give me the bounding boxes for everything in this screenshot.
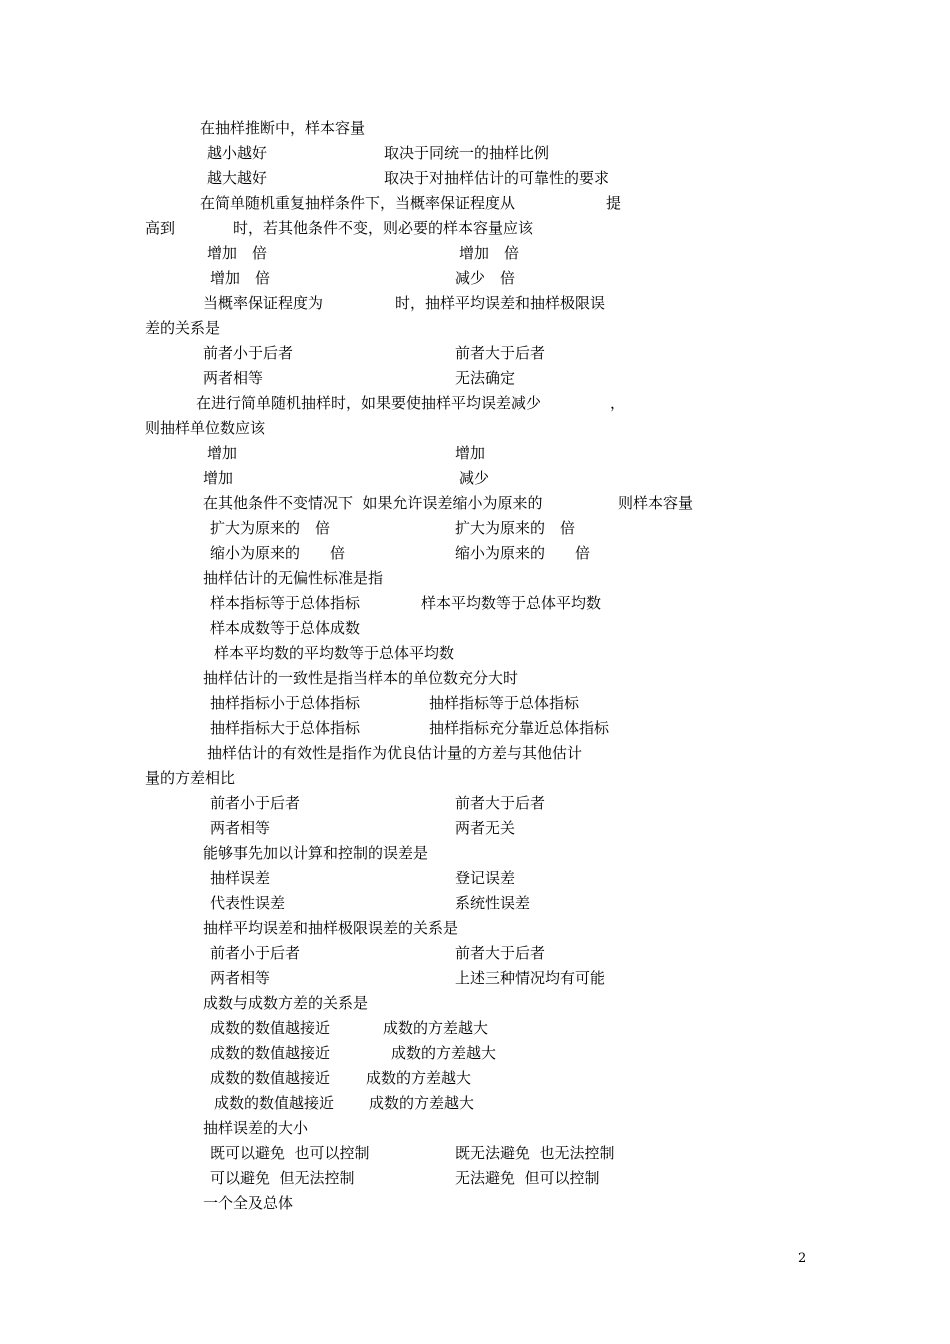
option-text: 扩大为原来的 倍 [210, 519, 331, 537]
question-text: 成数与成数方差的关系是 [203, 994, 369, 1012]
question-text: 抽样平均误差和抽样极限误差的关系是 [203, 919, 459, 937]
option-text: 增加 倍 [207, 244, 268, 262]
question-text: 在简单随机重复抽样条件下，当概率保证程度从 [200, 194, 516, 212]
option-text: 成数的方差越大 [383, 1019, 489, 1037]
option-text: 抽样指标充分靠近总体指标 [429, 719, 610, 737]
question-text: ， [610, 394, 626, 412]
question-text: 差的关系是 [145, 319, 221, 337]
option-text: 成数的数值越接近 [214, 1094, 335, 1112]
option-text: 前者大于后者 [455, 344, 546, 362]
question-text: 提 [606, 194, 622, 212]
question-text: 则样本容量 [618, 494, 694, 512]
option-text: 前者小于后者 [210, 944, 301, 962]
question-text: 抽样估计的有效性是指作为优良估计量的方差与其他估计 [207, 744, 583, 762]
option-text: 成数的方差越大 [391, 1044, 497, 1062]
option-text: 样本指标等于总体指标 [210, 594, 361, 612]
option-text: 成数的数值越接近 [210, 1019, 331, 1037]
option-text: 代表性误差 [210, 894, 286, 912]
option-text: 既可以避免 也可以控制 [210, 1144, 370, 1162]
option-text: 成数的数值越接近 [210, 1044, 331, 1062]
option-text: 无法确定 [455, 369, 516, 387]
question-text: 能够事先加以计算和控制的误差是 [203, 844, 429, 862]
option-text: 缩小为原来的 倍 [455, 544, 591, 562]
option-text: 两者相等 [210, 969, 271, 987]
option-text: 前者小于后者 [203, 344, 294, 362]
option-text: 前者大于后者 [455, 794, 546, 812]
option-text: 减少 [459, 469, 490, 487]
option-text: 登记误差 [455, 869, 516, 887]
option-text: 增加 倍 [459, 244, 520, 262]
option-text: 样本平均数等于总体平均数 [421, 594, 602, 612]
option-text: 样本平均数的平均数等于总体平均数 [214, 644, 455, 662]
question-text: 在其他条件不变情况下 如果允许误差缩小为原来的 [203, 494, 543, 512]
option-text: 样本成数等于总体成数 [210, 619, 361, 637]
question-text: 量的方差相比 [145, 769, 236, 787]
page-number: 2 [798, 1251, 807, 1266]
option-text: 取决于同统一的抽样比例 [384, 144, 550, 162]
option-text: 越大越好 [207, 169, 268, 187]
option-text: 抽样指标小于总体指标 [210, 694, 361, 712]
option-text: 扩大为原来的 倍 [455, 519, 576, 537]
question-text: 则抽样单位数应该 [145, 419, 266, 437]
question-text: 高到 [145, 219, 176, 237]
option-text: 可以避免 但无法控制 [210, 1169, 355, 1187]
question-text: 抽样误差的大小 [203, 1119, 309, 1137]
option-text: 增加 倍 [210, 269, 271, 287]
option-text: 越小越好 [207, 144, 268, 162]
option-text: 上述三种情况均有可能 [455, 969, 606, 987]
option-text: 缩小为原来的 倍 [210, 544, 346, 562]
option-text: 取决于对抽样估计的可靠性的要求 [384, 169, 610, 187]
option-text: 两者相等 [210, 819, 271, 837]
option-text: 两者相等 [203, 369, 264, 387]
option-text: 两者无关 [455, 819, 516, 837]
option-text: 增加 [203, 469, 234, 487]
question-text: 抽样估计的无偏性标准是指 [203, 569, 384, 587]
option-text: 前者大于后者 [455, 944, 546, 962]
option-text: 抽样指标等于总体指标 [429, 694, 580, 712]
question-text: 一个全及总体 [203, 1194, 294, 1212]
option-text: 成数的数值越接近 [210, 1069, 331, 1087]
option-text: 无法避免 但可以控制 [455, 1169, 600, 1187]
question-text: 时，抽样平均误差和抽样极限误 [395, 294, 606, 312]
option-text: 既无法避免 也无法控制 [455, 1144, 615, 1162]
option-text: 抽样误差 [210, 869, 271, 887]
option-text: 系统性误差 [455, 894, 531, 912]
question-text: 抽样估计的一致性是指当样本的单位数充分大时 [203, 669, 519, 687]
option-text: 成数的方差越大 [369, 1094, 475, 1112]
option-text: 增加 [455, 444, 486, 462]
question-text: 在进行简单随机抽样时，如果要使抽样平均误差减少 [196, 394, 542, 412]
option-text: 成数的方差越大 [366, 1069, 472, 1087]
option-text: 抽样指标大于总体指标 [210, 719, 361, 737]
question-text: 当概率保证程度为 [203, 294, 324, 312]
option-text: 减少 倍 [455, 269, 516, 287]
option-text: 前者小于后者 [210, 794, 301, 812]
question-text: 时，若其他条件不变，则必要的样本容量应该 [233, 219, 534, 237]
option-text: 增加 [207, 444, 238, 462]
question-text: 在抽样推断中，样本容量 [200, 119, 366, 137]
